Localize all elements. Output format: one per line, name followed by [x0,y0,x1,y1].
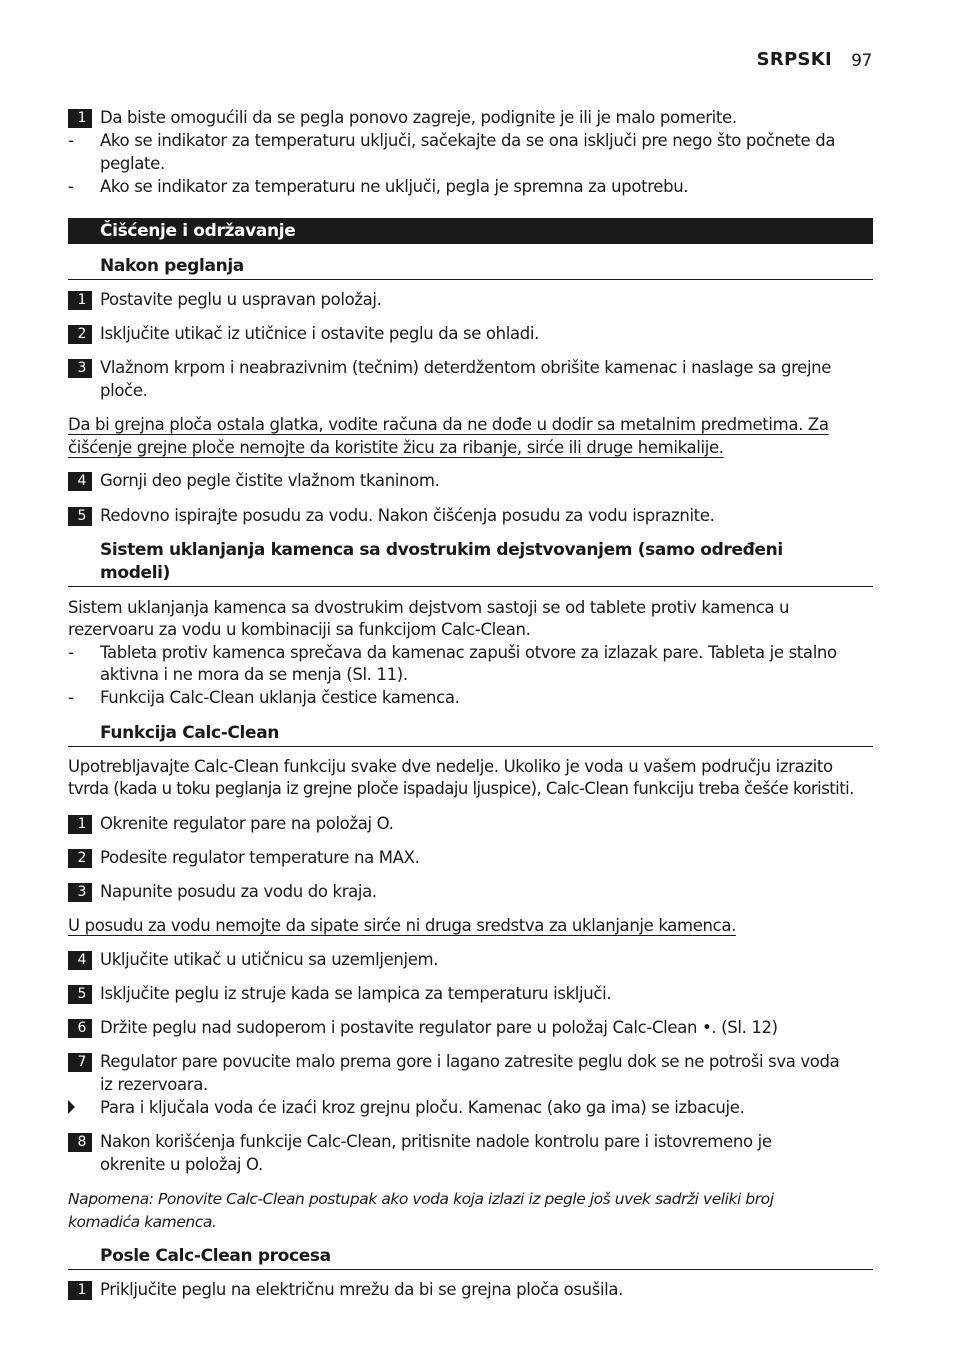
step-text: Regulator pare povucite malo prema gore i lagano zatresite peglu dok se ne potroši sva voda [100,1052,840,1071]
step-number: 2 [68,849,92,868]
step-text: Gornji deo pegle čistite vlažnom tkaninom. [100,471,440,490]
step-text: Vlažnom krpom i neabrazivnim (tečnim) deterdžentom obrišite kamenac i naslage sa grejne [100,358,832,377]
dash-bullet: - [68,177,74,196]
bullet-text: Ako se indikator za temperaturu ne uključi, pegla je spremna za upotrebu. [100,177,689,196]
step-number: 1 [68,291,92,310]
subsection-title: modeli) [100,563,171,583]
dash-bullet: - [68,688,74,707]
step-text: Priključite peglu na električnu mrežu da bi se grejna ploča osušila. [100,1280,624,1299]
step-number: 2 [68,325,92,344]
step-text: Podesite regulator temperature na MAX. [100,848,420,867]
step-number: 5 [68,985,92,1004]
step-text: Postavite peglu u uspravan položaj. [100,290,382,309]
step-number: 6 [68,1019,92,1038]
paragraph: rezervoaru za vodu u kombinaciji sa funkcijom Calc-Clean. [68,620,531,639]
step-text: Da biste omogućili da se pegla ponovo zagreje, podignite je ili je malo pomerite. [100,108,737,127]
bullet-text: aktivna i ne mora da se menja (Sl. 11). [100,665,408,684]
paragraph: tvrda (kada u toku peglanja iz grejne ploče ispadaju ljuspice), Calc-Clean funkciju treba češće koristiti. [68,779,854,798]
step-text: okrenite u položaj O. [100,1155,263,1174]
step-number: 7 [68,1053,92,1072]
paragraph: Upotrebljavajte Calc-Clean funkciju svake dve nedelje. Ukoliko je voda u vašem području izrazito [68,757,833,776]
step-text: iz rezervoara. [100,1075,208,1094]
step-number: 3 [68,359,92,378]
step-text: Napunite posudu za vodu do kraja. [100,882,377,901]
subsection-title: Sistem uklanjanja kamenca sa dvostrukim dejstvovanjem (samo određeni [100,540,783,560]
warning-text: U posudu za vodu nemojte da sipate sirće ni druga sredstva za uklanjanje kamenca. [68,916,737,935]
bullet-text: Ako se indikator za temperaturu uključi, sačekajte da se ona isključi pre nego što počnete da [100,131,836,150]
result-text: Para i ključala voda će izaći kroz grejnu ploču. Kamenac (ako ga ima) se izbacuje. [100,1098,745,1117]
bullet-text: peglate. [100,154,165,173]
step-text: Okrenite regulator pare na položaj O. [100,814,394,833]
step-number: 3 [68,883,92,902]
warning-text: čišćenje grejne ploče nemojte da koristite žicu za ribanje, sirće ili druge hemikalije. [68,438,724,457]
step-text: Uključite utikač u utičnicu sa uzemljenjem. [100,950,439,969]
subsection-title: Posle Calc-Clean procesa [100,1246,331,1266]
step-text: Držite peglu nad sudoperom i postavite regulator pare u položaj Calc-Clean •. (Sl. 12) [100,1018,778,1037]
note-text: Napomena: Ponovite Calc-Clean postupak ako voda koja izlazi iz pegle još uvek sadrži veliki broj [68,1190,774,1208]
section-title: Čišćenje i održavanje [100,221,296,241]
step-number: 1 [68,815,92,834]
bullet-text: Funkcija Calc-Clean uklanja čestice kamenca. [100,688,460,707]
subsection-rule [68,1269,873,1270]
subsection-rule [68,746,873,747]
note-text: komadića kamenca. [68,1213,217,1231]
step-text: Nakon korišćenja funkcije Calc-Clean, pritisnite nadole kontrolu pare i istovremeno je [100,1132,772,1151]
paragraph: Sistem uklanjanja kamenca sa dvostrukim dejstvom sastoji se od tablete protiv kamenca u [68,598,790,617]
subsection-title: Funkcija Calc-Clean [100,723,280,743]
bullet-text: Tableta protiv kamenca sprečava da kamenac zapuši otvore za izlazak pare. Tableta je stalno [100,643,837,662]
language-label: SRPSKI [756,49,832,70]
subsection-rule [68,279,873,280]
result-arrow-icon [68,1100,75,1114]
dash-bullet: - [68,131,74,150]
step-number: 1 [68,1281,92,1300]
warning-text: Da bi grejna ploča ostala glatka, vodite računa da ne dođe u dodir sa metalnim predmetima. Za [68,415,829,434]
step-text: Isključite peglu iz struje kada se lampica za temperaturu isključi. [100,984,612,1003]
step-number: 4 [68,951,92,970]
subsection-title: Nakon peglanja [100,256,244,276]
dash-bullet: - [68,643,74,662]
step-number: 4 [68,472,92,491]
step-number: 1 [68,109,92,128]
step-text: Redovno ispirajte posudu za vodu. Nakon čišćenja posudu za vodu ispraznite. [100,506,715,525]
step-number: 5 [68,507,92,526]
step-text: Isključite utikač iz utičnice i ostavite peglu da se ohladi. [100,324,540,343]
step-number: 8 [68,1133,92,1152]
page-number: 97 [851,51,872,71]
step-text: ploče. [100,381,148,400]
subsection-rule [68,586,873,587]
